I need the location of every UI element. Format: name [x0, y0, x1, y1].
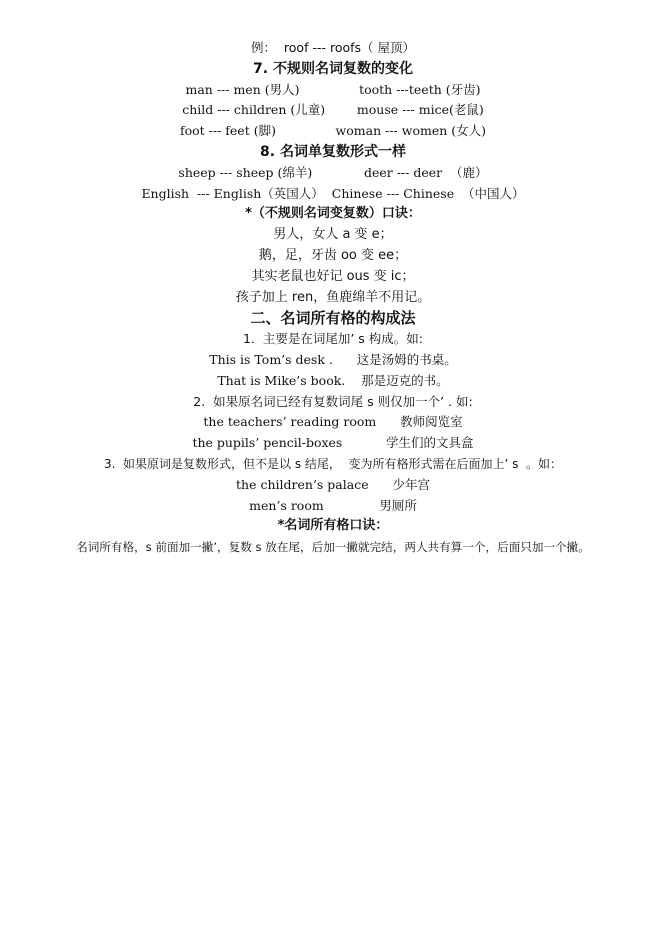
section-7-heading: 7. 不规则名词复数的变化 [253, 60, 413, 77]
irregular-plural-row-2: child --- children (儿童) mouse --- mice(老鼠) [182, 102, 484, 118]
possessive-rhyme-heading: *名词所有格口诀： [277, 518, 389, 534]
rhyme-line-1: 男人，女人 a 变 e； [273, 227, 393, 243]
possessive-example-mikes-book: That is Mike’s book. 那是迈克的书。 [217, 372, 449, 388]
possessive-example-mens-room: men’s room 男厕所 [249, 497, 417, 513]
possessive-rhyme-text: 名词所有格，s 前面加一撇’，复数 s 放在尾，后加一撇就完结，两人共有算一个，后面只加一个撇。 [76, 540, 590, 555]
possessive-rule-3: 3. 如果原词是复数形式，但不是以 s 结尾， 变为所有格形式需在后面加上’ s 。如： [103, 456, 563, 471]
section-8-heading: 8. 名词单复数形式一样 [260, 143, 406, 160]
example-roof-roofs: 例： roof --- roofs（ 屋顶） [250, 40, 416, 55]
possessive-rule-2: 2. 如果原名词已经有复数词尾 s 则仅加一个’ . 如: [193, 393, 473, 409]
section-2-heading: 二、名词所有格的构成法 [250, 309, 416, 328]
rhyme-line-4: 孩子加上 ren，鱼鹿绵羊不用记。 [235, 289, 431, 305]
rhyme-line-2: 鹅，足，牙齿 oo 变 ee； [258, 247, 408, 263]
irregular-plural-row-3: foot --- feet (脚) woman --- women (女人) [179, 123, 487, 139]
possessive-example-childrens-palace: the children’s palace 少年宫 [236, 476, 430, 492]
possessive-example-pupils-boxes: the pupils’ pencil-boxes 学生们的文具盒 [192, 435, 474, 451]
irregular-plural-rhyme-heading: *（不规则名词变复数）口诀： [245, 206, 421, 222]
possessive-example-toms-desk: This is Tom’s desk . 这是汤姆的书桌。 [209, 351, 457, 367]
same-form-row-2: English --- English（英国人） Chinese --- Chinese （中国人） [141, 185, 525, 201]
document-page [0, 38, 666, 558]
irregular-plural-row-1: man --- men (男人) tooth ---teeth (牙齿) [185, 81, 481, 97]
rhyme-line-3: 其实老鼠也好记 ous 变 ic； [251, 268, 415, 284]
same-form-row-1: sheep --- sheep (绵羊) deer --- deer （鹿） [178, 164, 488, 180]
possessive-rule-1: 1. 主要是在词尾加’ s 构成。如: [242, 331, 424, 347]
possessive-example-teachers-room: the teachers’ reading room 教师阅览室 [203, 414, 463, 430]
